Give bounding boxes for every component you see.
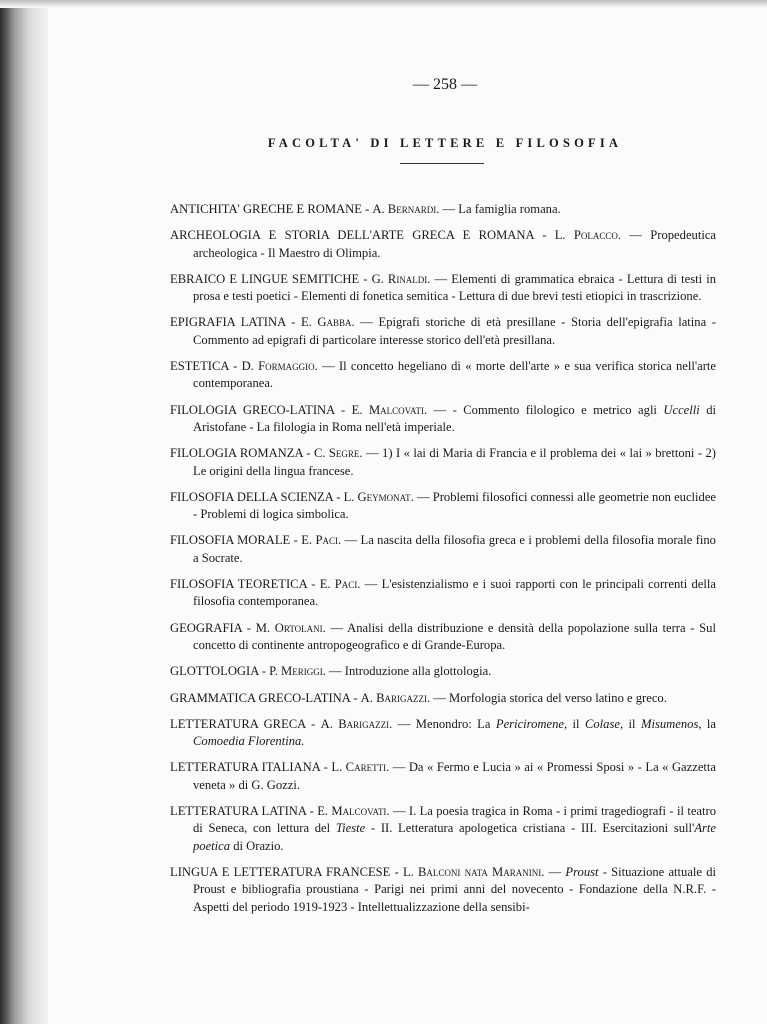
course-entry: FILOLOGIA GRECO-LATINA - E. Malcovati. — - Commento filologico e metrico agli Uccelli di Aristofane - La filologia in Roma nell'età imperiale.: [170, 402, 717, 434]
course-professor: E. Malcovati.: [351, 402, 428, 417]
course-entry: EBRAICO E LINGUE SEMITICHE - G. Rinaldi. — Elementi di grammatica ebraica - Lettura di testi in prosa e testi poetici - Elementi di fonetica semitica - Lettura di due brevi testi etiopici in trascrizione.: [170, 271, 716, 304]
course-professor: P. Meriggi.: [269, 664, 326, 679]
course-description: — La famiglia romana.: [442, 202, 561, 216]
course-description: — Epigrafi storiche di età presillane - Storia dell'epigrafia latina - Commento ad epigrafi di particolare interesse storico dell'età presillana.: [193, 315, 717, 347]
course-description: il: [623, 716, 641, 731]
course-entry: ANTICHITA' GRECHE E ROMANE - A. Bernardi. — La famiglia romana.: [170, 202, 561, 216]
course-title-italic: Tieste: [335, 821, 366, 836]
course-subject: LINGUA E LETTERATURA FRANCESE: [170, 864, 391, 879]
course-description: di Aristofane - La filologia in Roma nell'età imperiale.: [193, 402, 717, 434]
course-subject: FILOLOGIA ROMANZA: [170, 446, 303, 461]
course-professor: E. Gabba.: [300, 315, 355, 330]
course-professor: D. Formaggio.: [241, 359, 318, 374]
course-description: — Problemi filosofici connessi alle geometrie non euclidee - Problemi di logica simbolica.: [193, 489, 717, 522]
course-title-italic: Comoedia Florentina.: [193, 734, 305, 749]
course-description: — - Commento filologico e metrico agli: [433, 402, 664, 417]
course-professor: L. Balconi nata Maranini.: [402, 864, 545, 879]
course-description: - II. Letteratura apologetica cristiana - III. Esercitazioni sull': [365, 821, 695, 836]
course-subject: FILOSOFIA MORALE: [170, 533, 291, 548]
course-professor: E. Malcovati.: [317, 804, 390, 819]
course-subject: LETTERATURA ITALIANA: [170, 760, 321, 775]
course-description: — Il concetto hegeliano di « morte dell'arte » e sua verifica storica nell'arte contemporanea.: [193, 359, 716, 391]
course-professor: G. Rinaldi.: [371, 271, 431, 286]
course-entry: FILOLOGIA ROMANZA - C. Segre. — 1) I « lai di Maria di Francia e il problema dei « lai » brettoni - 2) Le origini della lingua francese.: [170, 446, 716, 478]
course-description: — 1) I « lai di Maria di Francia e il problema dei « lai » brettoni - 2) Le origini della lingua francese.: [193, 446, 716, 478]
page-number: — 258 —: [413, 76, 477, 93]
course-subject: GLOTTOLOGIA: [170, 664, 259, 679]
course-subject: FILOSOFIA DELLA SCIENZA: [170, 489, 334, 504]
course-subject: FILOSOFIA TEORETICA: [170, 577, 307, 592]
course-subject: ANTICHITA' GRECHE E ROMANE: [170, 202, 362, 216]
course-subject: GRAMMATICA GRECO-LATINA: [170, 690, 351, 705]
course-professor: E. Paci.: [301, 533, 342, 548]
course-entry: GEOGRAFIA - M. Ortolani. — Analisi della distribuzione e densità della popolazione sulla terra - Sul concetto di continente antropogeografico e di Grande-Europa.: [170, 620, 716, 652]
course-description: — I. La poesia tragica in Roma - i primi tragediografi - il teatro di Seneca, con lettura del: [193, 804, 716, 836]
course-description: la: [701, 716, 717, 731]
course-entry: FILOSOFIA TEORETICA - E. Paci. — L'esistenzialismo e i suoi rapporti con le principali correnti della filosofia contemporanea.: [170, 577, 716, 609]
course-professor: C. Segre.: [313, 446, 363, 461]
course-professor: L. Polacco.: [554, 228, 622, 243]
course-professor: M. Ortolani.: [255, 620, 326, 635]
course-description: — La nascita della filosofia greca e i problemi della filosofia morale fino a Socrate.: [193, 533, 716, 565]
course-title-italic: Misumenos,: [640, 716, 702, 731]
course-description: — Analisi della distribuzione e densità della popolazione sulla terra - Sul concetto di continente antropogeografico e di Grande-Europa.: [193, 620, 716, 652]
page-top-shadow: [0, 0, 767, 8]
course-title-italic: Proust: [565, 864, 599, 879]
course-entry: ESTETICA - D. Formaggio. — Il concetto hegeliano di « morte dell'arte » e sua verifica storica nell'arte contemporanea.: [170, 359, 716, 391]
course-professor: A. Barigazzi.: [320, 716, 393, 731]
section-heading: FACOLTA' DI LETTERE E FILOSOFIA: [267, 136, 623, 150]
course-description: — Menondro: La: [397, 716, 496, 731]
course-entry: LINGUA E LETTERATURA FRANCESE - L. Balconi nata Maranini. — Proust - Situazione attuale di Proust e bibliografia proustiana - Parigi nei primi anni del novecento - Fondazione della N.R.F. - Aspetti del periodo 1919-1923 - Intellettualizzazione della sensibi-: [170, 864, 716, 914]
course-subject: EPIGRAFIA LATINA: [170, 315, 286, 330]
course-description: —: [548, 864, 566, 879]
course-title-italic: Periciromene,: [495, 716, 568, 731]
course-description: di Orazio.: [230, 838, 284, 853]
course-subject: GEOGRAFIA: [170, 620, 243, 635]
course-entry: GRAMMATICA GRECO-LATINA - A. Barigazzi. — Morfologia storica del verso latino e greco.: [170, 690, 667, 705]
course-entry: LETTERATURA GRECA - A. Barigazzi. — Menondro: La Periciromene, il Colase, il Misumenos, la Comoedia Florentina.: [170, 716, 717, 749]
course-title-italic: Colase,: [584, 716, 624, 731]
course-professor: A. Barigazzi.: [360, 690, 431, 705]
course-description: — Propedeutica archeologica - Il Maestro di Olimpia.: [193, 228, 717, 260]
course-professor: A. Bernardi.: [372, 202, 440, 216]
course-entry: FILOSOFIA DELLA SCIENZA - L. Geymonat. — Problemi filosofici connessi alle geometrie non euclidee - Problemi di logica simbolica.: [170, 489, 717, 522]
course-entry: LETTERATURA LATINA - E. Malcovati. — I. La poesia tragica in Roma - i primi tragediografi - il teatro di Seneca, con lettura del Tieste - II. Letteratura apologetica cristiana - III. Esercitazioni sull'Arte poetica di Orazio.: [170, 804, 716, 853]
course-description: - Situazione attuale di Proust e bibliografia proustiana - Parigi nei primi anni del novecento - Fondazione della N.R.F. - Aspetti del periodo 1919-1923 - Intellettualizzazione della sensibi-: [193, 864, 716, 914]
course-subject: LETTERATURA GRECA: [170, 716, 306, 731]
course-description: — Morfologia storica del verso latino e greco.: [433, 690, 667, 705]
course-professor: E. Paci.: [319, 577, 361, 592]
course-subject: EBRAICO E LINGUE SEMITICHE: [170, 271, 360, 286]
course-subject: ESTETICA: [170, 359, 229, 374]
course-description: — L'esistenzialismo e i suoi rapporti con le principali correnti della filosofia contemporanea.: [193, 577, 716, 609]
book-binding-shadow: [0, 0, 48, 1024]
course-subject: FILOLOGIA GRECO-LATINA: [170, 402, 335, 417]
course-title-italic: Uccelli: [663, 402, 700, 417]
course-professor: L. Geymonat.: [343, 489, 414, 504]
course-professor: L. Caretti.: [331, 760, 390, 775]
course-subject: ARCHEOLOGIA E STORIA DELL'ARTE GRECA E ROMANA: [170, 228, 534, 243]
course-entry: EPIGRAFIA LATINA - E. Gabba. — Epigrafi storiche di età presillane - Storia dell'epigrafia latina - Commento ad epigrafi di particolare interesse storico dell'età presillana.: [170, 315, 717, 347]
heading-rule: [400, 163, 484, 164]
course-description: — Introduzione alla glottologia.: [329, 664, 492, 679]
course-list: [170, 201, 716, 925]
course-title-italic: Arte poetica: [193, 821, 716, 853]
course-description: — Da « Fermo e Lucia » ai « Promessi Sposi » - La « Gazzetta veneta » di G. Gozzi.: [193, 760, 717, 792]
course-entry: FILOSOFIA MORALE - E. Paci. — La nascita della filosofia greca e i problemi della filosofia morale fino a Socrate.: [170, 533, 716, 565]
course-description: il: [567, 716, 585, 731]
course-description: — Elementi di grammatica ebraica - Lettura di testi in prosa e testi poetici - Elementi di fonetica semitica - Lettura di due brevi testi etiopici in trascrizione.: [193, 271, 716, 304]
course-entry: GLOTTOLOGIA - P. Meriggi. — Introduzione alla glottologia.: [170, 664, 492, 679]
course-subject: LETTERATURA LATINA: [170, 804, 307, 819]
course-entry: ARCHEOLOGIA E STORIA DELL'ARTE GRECA E ROMANA - L. Polacco. — Propedeutica archeologica - Il Maestro di Olimpia.: [170, 228, 717, 260]
course-entry: LETTERATURA ITALIANA - L. Caretti. — Da « Fermo e Lucia » ai « Promessi Sposi » - La « Gazzetta veneta » di G. Gozzi.: [170, 760, 717, 792]
